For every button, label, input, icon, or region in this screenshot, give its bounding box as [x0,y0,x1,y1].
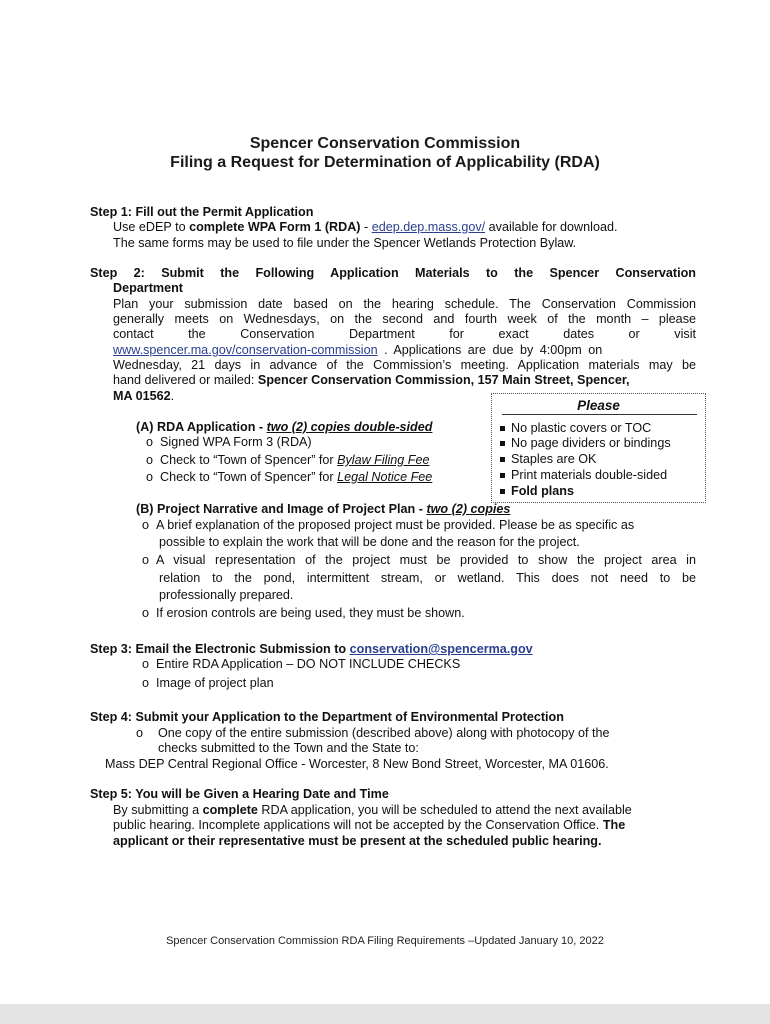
please-item-text: No plastic covers or TOC [511,421,652,435]
step1-line1 [113,220,617,235]
list-item-text: Entire RDA Application – DO NOT INCLUDE CHECKS [156,657,461,671]
step2-para-line5: Wednesday, 21 days in advance of the Commission’s meeting. Application materials may be [113,358,696,372]
bullet-icon [500,473,505,478]
list-item-text: A brief explanation of the proposed project must be provided. Please be as specific as [156,518,635,532]
please-item-text: Staples are OK [511,452,597,466]
legal-notice-fee: Legal Notice Fee [337,470,433,484]
document-title: Spencer Conservation Commission [249,135,521,152]
bullet-icon [500,489,505,494]
step2-para-line1: Plan your submission date based on the hearing schedule. The Conservation Commission [113,297,696,311]
please-box [491,393,706,503]
please-item [500,468,667,482]
list-item-text: Signed WPA Form 3 (RDA) [160,435,312,449]
step4-item [136,726,610,741]
step5-text: By submitting a [113,803,203,817]
document-subtitle: Filing a Request for Determination of Applicability (RDA) [170,154,600,171]
edep-link[interactable]: edep.dep.mass.gov/ [371,220,486,234]
step2-para-line3: contact the Conservation Department for exact dates or visit [113,327,696,341]
step1-text: Use eDEP to [113,220,190,234]
step2-due-text: . Applications are due by 4:00pm on [377,343,603,357]
list-marker: o [142,657,150,671]
list-marker: o [136,726,144,740]
please-heading: Please [577,398,620,413]
section-b-copies: two (2) copies [426,502,511,516]
step2-heading: Step 2: Submit the Following Application Materials to the Spencer Conservation [90,266,696,280]
bullet-icon [500,426,505,431]
section-b-item1-cont: possible to explain the work that will be done and the reason for the project. [159,535,580,549]
section-a-item2 [146,453,429,468]
step5-line3: applicant or their representative must be present at the scheduled public hearing. [113,834,602,848]
section-b-item1 [142,518,634,533]
please-item [500,421,651,435]
period: . [170,389,175,403]
please-item [500,452,596,466]
please-item [500,436,671,450]
list-marker: o [142,676,150,690]
step5-heading: Step 5: You will be Given a Hearing Date and Time [90,787,389,801]
page-footer: Spencer Conservation Commission RDA Filing Requirements –Updated January 10, 2022 [166,935,604,947]
section-b-item3 [142,606,465,621]
section-a-item1 [146,435,312,450]
list-item-text: Check to “Town of Spencer” for [160,470,338,484]
section-a-copies: two (2) copies double-sided [266,420,433,434]
bylaw-fee: Bylaw Filing Fee [337,453,430,467]
step3-heading [90,642,533,657]
step5-complete: complete [202,803,258,817]
section-b-item2 [142,553,696,568]
step2-para-line6 [113,373,630,388]
scan-edge [0,1004,770,1024]
bullet-icon [500,441,505,446]
list-marker: o [142,606,150,620]
list-item-text: Check to “Town of Spencer” for [160,453,338,467]
step5-line1 [113,803,632,818]
step2-mail-text: hand delivered or mailed: [113,373,258,387]
list-item-text: If erosion controls are being used, they must be shown. [156,606,465,620]
list-marker: o [146,453,154,467]
step1-text-post: available for download. [485,220,618,234]
please-item-text: Fold plans [511,484,574,498]
step3-item1 [142,657,460,672]
please-item-text: Print materials double-sided [511,468,668,482]
commission-zip: MA 01562 [113,389,171,403]
step1-dash: - [360,220,372,234]
conservation-email-link[interactable]: conservation@spencerma.gov [349,642,533,656]
step3-label: Step 3: Email the Electronic Submission to [90,642,350,656]
section-b-item2-cont2: professionally prepared. [159,588,294,602]
list-item-text: One copy of the entire submission (described above) along with photocopy of the [158,726,610,740]
please-rule [502,414,697,415]
section-a-item3 [146,470,432,485]
step2-para-line2: generally meets on Wednesdays, on the second and fourth week of the month – please [113,312,696,326]
section-b-heading [136,502,510,517]
section-a-heading [136,420,432,435]
step1-heading: Step 1: Fill out the Permit Application [90,205,314,219]
step5-text: public hearing. Incomplete applications will not be accepted by the Conservation Office. [113,818,603,832]
commission-address: Spencer Conservation Commission, 157 Main Street, Spencer, [257,373,630,387]
please-item-text: No page dividers or bindings [511,436,671,450]
step4-heading: Step 4: Submit your Application to the Department of Environmental Protection [90,710,564,724]
list-marker: o [146,470,154,484]
step2-heading-cont: Department [113,281,183,295]
list-marker: o [146,435,154,449]
step2-para-line4 [113,343,602,358]
list-item-text: A visual representation of the project must be provided to show the project area in [156,553,696,567]
list-item-text: Image of project plan [156,676,274,690]
step5-bold-start: The [602,818,626,832]
section-b-item2-cont: relation to the pond, intermittent stream, or wetland. This does not need to be [159,571,696,585]
dep-address: Mass DEP Central Regional Office - Worcester, 8 New Bond Street, Worcester, MA 01606. [105,757,609,771]
please-item [500,484,574,498]
step5-text-post: RDA application, you will be scheduled to attend the next available [257,803,632,817]
bullet-icon [500,457,505,462]
section-a-label: (A) RDA Application - [136,420,267,434]
spencer-website-link[interactable]: www.spencer.ma.gov/conservation-commission [113,343,378,357]
list-marker: o [142,553,150,567]
step5-line2 [113,818,625,833]
step3-item2 [142,676,274,691]
step2-para-line7 [113,389,174,404]
step1-line2: The same forms may be used to file under the Spencer Wetlands Protection Bylaw. [113,236,577,250]
step4-item-cont: checks submitted to the Town and the State to: [158,741,419,755]
section-b-label: (B) Project Narrative and Image of Project Plan - [136,502,427,516]
list-marker: o [142,518,150,532]
step1-form-name: complete WPA Form 1 (RDA) [189,220,361,234]
